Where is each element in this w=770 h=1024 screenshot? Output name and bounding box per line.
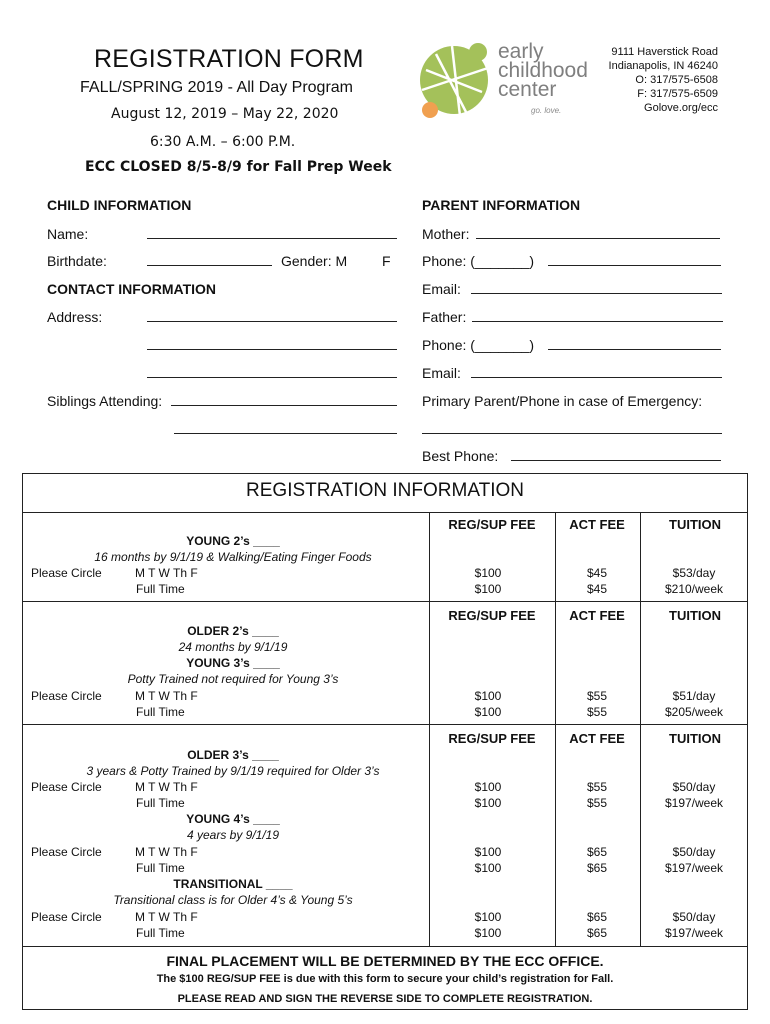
logo-circle-icon [416, 40, 496, 120]
birthdate-field[interactable] [147, 265, 272, 266]
reg-fee-week: $100 [474, 796, 502, 810]
divider [23, 724, 747, 725]
logo-tagline: go. love. [531, 106, 562, 115]
act-fee-week: $65 [586, 861, 608, 875]
col-header-act: ACT FEE [569, 731, 625, 746]
fee-due-notice: The $100 REG/SUP FEE is due with this form to secure your child’s registration for Fall. [156, 973, 614, 985]
day-options[interactable]: M T W Th F [135, 566, 198, 580]
full-time-option[interactable]: Full Time [136, 861, 185, 875]
act-fee-day: $65 [586, 845, 608, 859]
address-field-3[interactable] [147, 377, 397, 378]
please-circle-label: Please Circle [31, 845, 102, 859]
group-note: 16 months by 9/1/19 & Walking/Eating Finger Foods [94, 550, 372, 564]
day-options[interactable]: M T W Th F [135, 910, 198, 924]
act-fee-day: $55 [586, 780, 608, 794]
program-hours: 6:30 A.M. – 6:00 P.M. [150, 134, 296, 150]
father-label: Father: [422, 309, 467, 325]
form-title: REGISTRATION FORM [94, 45, 364, 73]
reg-fee-day: $100 [474, 689, 502, 703]
col-header-reg: REG/SUP FEE [448, 608, 536, 623]
please-circle-label: Please Circle [31, 780, 102, 794]
registration-table [22, 473, 748, 1010]
address-label: Address: [47, 309, 103, 325]
child-info-heading: CHILD INFORMATION [47, 197, 192, 213]
tuition-day: $53/day [672, 566, 716, 580]
birthdate-label: Birthdate: [47, 253, 107, 269]
mother-email-field[interactable] [471, 293, 722, 294]
reg-fee-week: $100 [474, 582, 502, 596]
col-header-act: ACT FEE [569, 608, 625, 623]
street: 9111 Haverstick Road [611, 46, 718, 58]
mother-label: Mother: [422, 226, 470, 242]
mother-field[interactable] [476, 238, 720, 239]
day-options[interactable]: M T W Th F [135, 780, 198, 794]
father-phone-field[interactable] [548, 349, 721, 350]
full-time-option[interactable]: Full Time [136, 705, 185, 719]
siblings-field-2[interactable] [174, 433, 397, 434]
day-options[interactable]: M T W Th F [135, 689, 198, 703]
emergency-field[interactable] [422, 433, 722, 434]
please-circle-label: Please Circle [31, 566, 102, 580]
group-note: 3 years & Potty Trained by 9/1/19 required for Older 3’s [86, 764, 380, 778]
reg-fee-day: $100 [474, 566, 502, 580]
mother-email-label: Email: [422, 281, 461, 297]
group-title-young-2s[interactable]: YOUNG 2’s ____ [186, 534, 280, 548]
address-field-2[interactable] [147, 349, 397, 350]
column-divider [429, 512, 430, 946]
program-name: FALL/SPRING 2019 - All Day Program [80, 79, 353, 96]
col-header-tuition: TUITION [669, 517, 721, 532]
group-title-older-3s[interactable]: OLDER 3’s ____ [187, 748, 279, 762]
final-placement-notice: FINAL PLACEMENT WILL BE DETERMINED BY THE ECC OFFICE. [166, 953, 604, 969]
group-note: Potty Trained not required for Young 3’s [127, 672, 339, 686]
group-title-young-4s[interactable]: YOUNG 4’s ____ [186, 812, 280, 826]
gender-m-option[interactable]: Gender: M [281, 253, 348, 269]
fax: F: 317/575-6509 [637, 88, 718, 100]
group-note: 4 years by 9/1/19 [186, 828, 280, 842]
ecc-logo [416, 40, 594, 120]
tuition-week: $205/week [664, 705, 724, 719]
day-options[interactable]: M T W Th F [135, 845, 198, 859]
tuition-day: $51/day [672, 689, 716, 703]
col-header-reg: REG/SUP FEE [448, 731, 536, 746]
group-title-young-3s[interactable]: YOUNG 3’s ____ [186, 656, 280, 670]
col-header-tuition: TUITION [669, 731, 721, 746]
mother-phone-field[interactable] [548, 265, 721, 266]
tuition-day: $50/day [672, 845, 716, 859]
act-fee-week: $55 [586, 705, 608, 719]
act-fee-week: $55 [586, 796, 608, 810]
act-fee-day: $55 [586, 689, 608, 703]
registration-heading: REGISTRATION INFORMATION [246, 480, 524, 501]
full-time-option[interactable]: Full Time [136, 582, 185, 596]
website: Golove.org/ecc [644, 102, 718, 114]
divider [23, 946, 747, 947]
act-fee-day: $65 [586, 910, 608, 924]
full-time-option[interactable]: Full Time [136, 796, 185, 810]
please-circle-label: Please Circle [31, 689, 102, 703]
divider [23, 601, 747, 602]
reg-fee-day: $100 [474, 780, 502, 794]
full-time-option[interactable]: Full Time [136, 926, 185, 940]
mother-phone-label: Phone: (_______) [422, 253, 535, 269]
program-dates: August 12, 2019 – May 22, 2020 [111, 106, 339, 122]
group-note: Transitional class is for Older 4’s & Young 5’s [113, 893, 353, 907]
logo-word-center: center [498, 78, 557, 101]
group-title-transitional[interactable]: TRANSITIONAL ____ [173, 877, 293, 891]
best-phone-label: Best Phone: [422, 448, 499, 464]
sign-reverse-notice: PLEASE READ AND SIGN THE REVERSE SIDE TO COMPLETE REGISTRATION. [177, 993, 593, 1005]
father-field[interactable] [472, 321, 723, 322]
tuition-day: $50/day [672, 910, 716, 924]
group-title-older-2s[interactable]: OLDER 2’s ____ [187, 624, 279, 638]
address-field-1[interactable] [147, 321, 397, 322]
act-fee-week: $65 [586, 926, 608, 940]
divider [23, 512, 747, 513]
col-header-act: ACT FEE [569, 517, 625, 532]
logo-word-childhood: childhood [498, 59, 588, 82]
reg-fee-day: $100 [474, 845, 502, 859]
tuition-day: $50/day [672, 780, 716, 794]
tuition-week: $197/week [664, 796, 724, 810]
father-email-field[interactable] [471, 377, 722, 378]
name-field[interactable] [147, 238, 397, 239]
siblings-label: Siblings Attending: [47, 393, 163, 409]
reg-fee-day: $100 [474, 910, 502, 924]
father-phone-label: Phone: (_______) [422, 337, 535, 353]
act-fee-week: $45 [586, 582, 608, 596]
tuition-week: $210/week [664, 582, 724, 596]
reg-fee-week: $100 [474, 861, 502, 875]
father-email-label: Email: [422, 365, 461, 381]
contact-info-heading: CONTACT INFORMATION [47, 281, 217, 297]
tuition-week: $197/week [664, 861, 724, 875]
name-label: Name: [47, 226, 89, 242]
emergency-label: Primary Parent/Phone in case of Emergency: [422, 393, 703, 409]
col-header-tuition: TUITION [669, 608, 721, 623]
reg-fee-week: $100 [474, 926, 502, 940]
act-fee-day: $45 [586, 566, 608, 580]
city: Indianapolis, IN 46240 [608, 60, 718, 72]
please-circle-label: Please Circle [31, 910, 102, 924]
best-phone-field[interactable] [511, 460, 721, 461]
col-header-reg: REG/SUP FEE [448, 517, 536, 532]
office-phone: O: 317/575-6508 [635, 74, 718, 86]
address-block [609, 45, 718, 115]
reg-fee-week: $100 [474, 705, 502, 719]
closed-notice: ECC CLOSED 8/5-8/9 for Fall Prep Week [85, 159, 392, 175]
gender-f-option[interactable]: F [382, 253, 391, 269]
logo-word-early: early [498, 40, 544, 63]
siblings-field-1[interactable] [171, 405, 397, 406]
parent-info-heading: PARENT INFORMATION [422, 197, 581, 213]
tuition-week: $197/week [664, 926, 724, 940]
group-note: 24 months by 9/1/19 [178, 640, 288, 654]
